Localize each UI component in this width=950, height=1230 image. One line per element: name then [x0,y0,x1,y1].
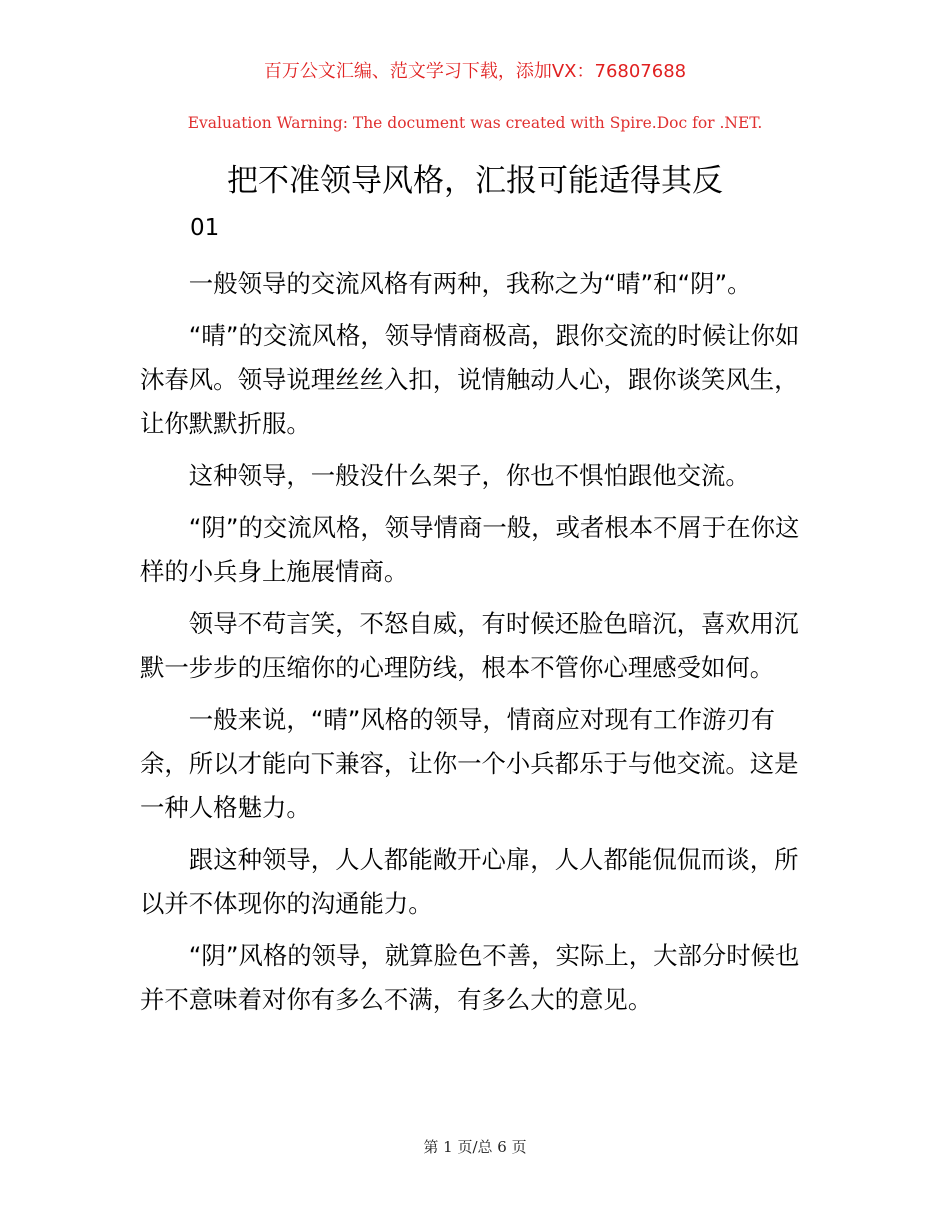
evaluation-warning: Evaluation Warning: The document was created with Spire.Doc for .NET. [187,114,763,132]
section-number: 01 [190,215,220,241]
paragraph: 一般来说，“晴”风格的领导，情商应对现有工作游刃有余，所以才能向下兼容，让你一个小兵都乐于与他交流。这是一种人格魅力。 [140,705,799,822]
paragraph: 这种领导，一般没什么架子，你也不惧怕跟他交流。 [188,461,750,490]
document-body [140,262,816,1030]
paragraph: “阴”风格的领导，就算脸色不善，实际上，大部分时候也并不意味着对你有多么不满，有多么大的意见。 [140,941,800,1014]
paragraph: 领导不苟言笑，不怒自威，有时候还脸色暗沉，喜欢用沉默一步步的压缩你的心理防线，根本不管你心理感受如何。 [140,609,799,682]
paragraph: “阴”的交流风格，领导情商一般，或者根本不屑于在你这样的小兵身上施展情商。 [140,513,800,586]
promo-header: 百万公文汇编、范文学习下载，添加VX：76807688 [263,61,687,82]
paragraph: 跟这种领导，人人都能敞开心扉，人人都能侃侃而谈，所以并不体现你的沟通能力。 [140,845,799,918]
page-footer: 第 1 页/总 6 页 [423,1138,527,1156]
document-title: 把不准领导风格，汇报可能适得其反 [227,163,723,199]
paragraph: 一般领导的交流风格有两种，我称之为“晴”和“阴”。 [188,269,752,298]
paragraph: “晴”的交流风格，领导情商极高，跟你交流的时候让你如沐春风。领导说理丝丝入扣，说情触动人心，跟你谈笑风生，让你默默折服。 [140,321,800,438]
